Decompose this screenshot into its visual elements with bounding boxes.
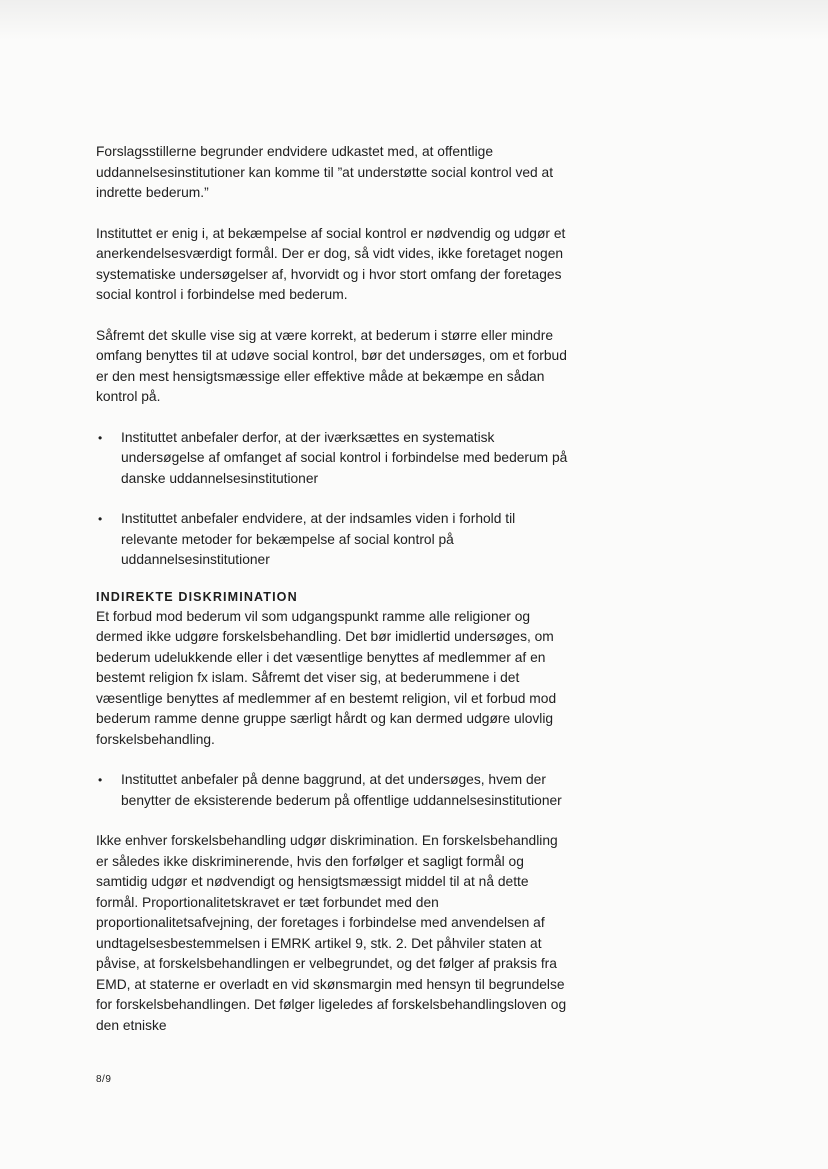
bullet-marker: • <box>98 512 103 526</box>
bullet-text: Instituttet anbefaler på denne baggrund, at det undersøges, hvem der benytter de eksisterende bederum på offentlige uddannelsesinstitutioner <box>121 772 562 808</box>
recommendation-list-1 <box>96 428 571 571</box>
paragraph-1: Forslagsstillerne begrunder endvidere udkastet med, at offentlige uddannelsesinstitutioner kan komme til ”at understøtte social kontrol ved at indrette bederum.” <box>96 144 554 200</box>
scan-shadow <box>0 0 828 40</box>
recommendation-list-2 <box>96 770 571 811</box>
bullet-marker: • <box>98 430 103 445</box>
bullet-item <box>96 770 571 811</box>
paragraph-2: Instituttet er enig i, at bekæmpelse af social kontrol er nødvendig og udgør et anerkendelsesværdigt formål. Der er dog, så vidt vides, ikke foretaget nogen systematiske undersøgelser af, hvorvidt og i hvor stort omfang der foretages social kontrol i forbindelse med bederum. <box>96 225 566 302</box>
section-heading: INDIREKTE DISKRIMINATION <box>96 589 298 604</box>
bullet-marker: • <box>98 773 103 787</box>
paragraph-4: Et forbud mod bederum vil som udgangspunkt ramme alle religioner og dermed ikke udgøre forskelsbehandling. Det bør imidlertid undersøges, om bederum udelukkende eller i det væsentlige benyttes af medlemmer af en bestemt religion fx islam. Såfremt det viser sig, at bederummene i det væsentlige benyttes af medlemmer af en bestemt religion, vil et forbud mod bederum ramme denne gruppe særligt hårdt og kan dermed udgøre ulovlig forskelsbehandling. <box>96 608 557 747</box>
bullet-item <box>96 428 571 490</box>
bullet-text: Instituttet anbefaler derfor, at der iværksættes en systematisk undersøgelse af omfanget af social kontrol i forbindelse med bederum på danske uddannelsesinstitutioner <box>121 429 568 486</box>
paragraph-3: Såfremt det skulle vise sig at være korrekt, at bederum i større eller mindre omfang benyttes til at udøve social kontrol, bør det undersøges, om et forbud er den mest hensigtsmæssige eller effektive måde at bekæmpe en sådan kontrol på. <box>96 327 567 404</box>
bullet-item <box>96 509 571 571</box>
page-number: 8/9 <box>96 1074 112 1085</box>
body-text <box>96 142 571 1036</box>
paragraph-5: Ikke enhver forskelsbehandling udgør diskrimination. En forskelsbehandling er således ikke diskriminerende, hvis den forfølger et sagligt formål og samtidig udgør et nødvendigt og hensigtsmæssigt middel til at nå dette formål. Proportionalitetskravet er tæt forbundet med den proportionalitetsafvejning, der foretages i forbindelse med anvendelsen af undtagelsesbestemmelsen i EMRK artikel 9, stk. 2. Det påhviler staten at påvise, at forskelsbehandlingen er velbegrundet, og det følger af praksis fra EMD, at staterne er overladt en vid skønsmargin med hensyn til begrundelse for forskelsbehandlingen. Det følger ligeledes af forskelsbehandlingsloven og den etniske <box>96 833 567 1033</box>
bullet-text: Instituttet anbefaler endvidere, at der indsamles viden i forhold til relevante metoder for bekæmpelse af social kontrol på uddannelsesinstitutioner <box>121 511 516 567</box>
